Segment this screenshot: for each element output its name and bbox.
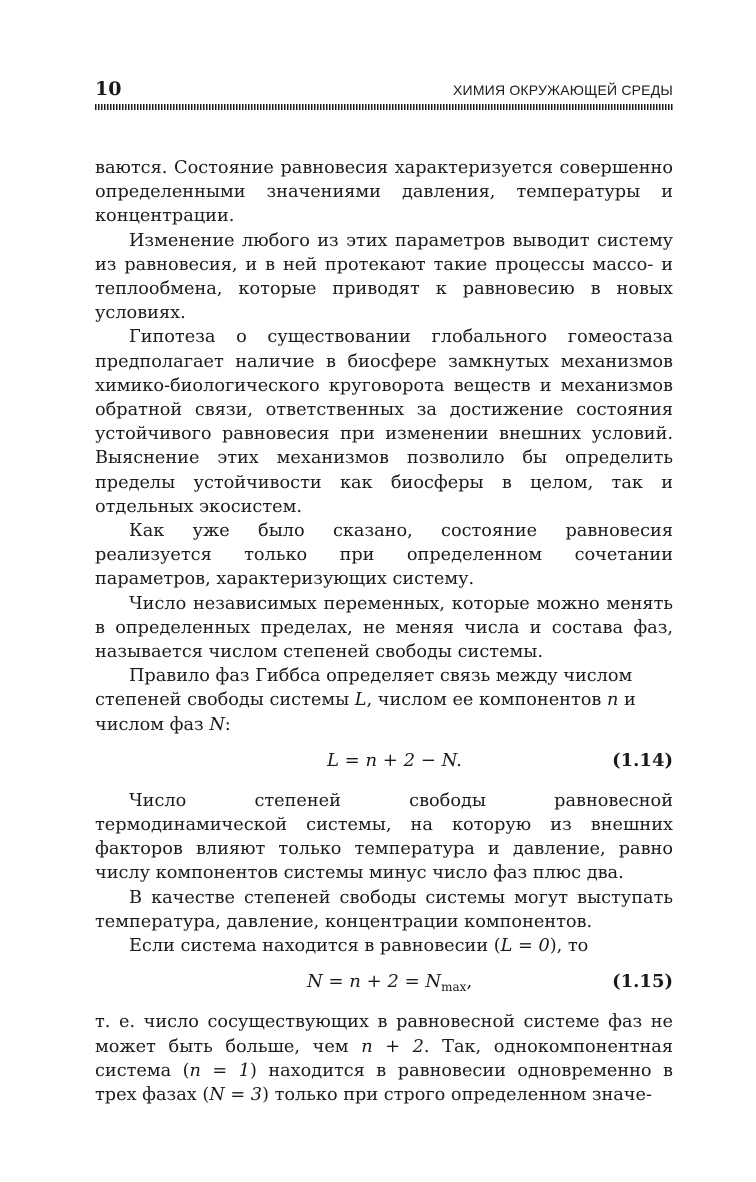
equilibrium-paragraph: Если система находится в равновесии (L = 0), то [129, 936, 589, 957]
book-page [95, 78, 673, 1107]
formula-number: (1.15) [612, 971, 673, 993]
variable-n: n [606, 690, 619, 711]
formula-1-14 [95, 737, 673, 785]
running-header [95, 78, 673, 104]
final-paragraph: т. е. число сосуществующих в равновесной системе фаз не может быть больше, чем n + 2. Так, однокомпонентная система (n = 1) находится в равновесии одновременно в трех фазах (N = 3) только при строго определенном значе- [95, 1012, 673, 1105]
variable-L: L [354, 690, 367, 711]
paragraph: Гипотеза о существовании глобального гомеостаза предполагает наличие в биосфере замкнутых механизмов химико-биологического круговорота веществ и механизмов обратной связи, ответственных за достижение состояния устойчивого равновесия при изменении внешних условий. Выяснение этих механизмов позволило бы определить пределы устойчивости как биосферы в целом, так и отдельных экосистем. [95, 327, 673, 517]
formula-number: (1.14) [612, 749, 673, 771]
header-rule [95, 104, 673, 110]
formula-expression: L = n + 2 − N. [327, 749, 462, 771]
paragraph: Число степеней свободы равновесной термодинамической системы, на которую из внешних факторов влияют только температура и давление, равно числу компонентов системы минус число фаз плюс два. [95, 790, 673, 884]
body-text [95, 156, 673, 1107]
variable-N: N [209, 714, 225, 735]
formula-1-15 [95, 958, 673, 1006]
paragraph: ваются. Состояние равновесия характеризуется совершенно определенными значениями давления, температуры и концентрации. [95, 158, 673, 227]
subscript-max: max [441, 980, 467, 995]
paragraph: Изменение любого из этих параметров выводит систему из равновесия, и в ней протекают такие процессы массо- и теплообмена, которые приводят к равновесию в новых условиях. [95, 230, 673, 324]
condition-expression: L = 0 [500, 936, 550, 957]
gibbs-paragraph: Правило фаз Гиббса определяет связь между числом степеней свободы системы L, числом ее компонентов n и числом фаз N: [95, 666, 636, 735]
formula-expression: $N = n + 2 = N_{max}$, [307, 971, 473, 995]
paragraph: Как уже было сказано, состояние равновесия реализуется только при определенном сочетании параметров, характеризующих систему. [95, 521, 673, 590]
paragraph: В качестве степеней свободы системы могут выступать температура, давление, концентрации компонентов. [95, 887, 673, 932]
page-number: 10 [95, 78, 122, 100]
book-title: ХИМИЯ ОКРУЖАЮЩЕЙ СРЕДЫ [453, 82, 673, 98]
paragraph: Число независимых переменных, которые можно менять в определенных пределах, не меняя числа и состава фаз, называется числом степеней свободы системы. [95, 593, 673, 663]
